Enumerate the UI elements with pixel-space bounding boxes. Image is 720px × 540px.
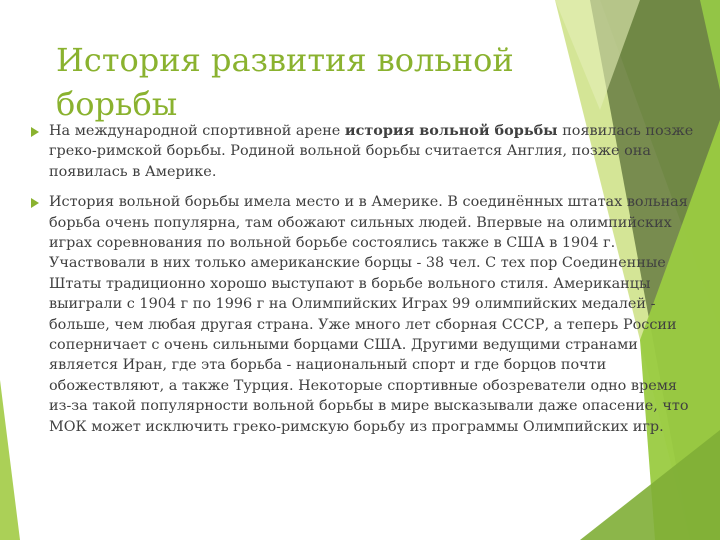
bullet-list xyxy=(30,121,698,447)
deco-left-strip xyxy=(0,380,20,540)
bullet-1-text-end: появилась позже греко-римской борьбы. Родиной вольной борьбы считается Англия, позже она появилась в Америке. xyxy=(49,123,694,180)
slide-title: История развития вольной борьбы xyxy=(56,41,514,123)
triangle-bullet-icon xyxy=(31,198,39,208)
triangle-bullet-icon xyxy=(31,127,39,137)
bullet-1-bold-phrase: история вольной борьбы xyxy=(344,122,558,139)
bullet-item-2 xyxy=(30,192,698,437)
bullet-text-1 xyxy=(49,121,698,182)
bullet-1-text-start: На международной спортивной арене xyxy=(49,123,345,139)
bullet-text-2: История вольной борьбы имела место и в Америке. В соединённых штатах вольная борьба очень популярна, там обожают сильных людей. Впервые на олимпийских играх соревнования по вольной борьбе состоялись также в США в 1904 г. Участвовали в них только американские борцы - 38 чел. С тех пор Соединенные Штаты традиционно хорошо выступают в борьбе вольного стиля. Американцы выиграли с 1904 г по 1996 г на Олимпийских Играх 99 олимпийских медалей - больше, чем любая другая страна. Уже много лет сборная СССР, а теперь России соперничает с очень сильными борцами США. Другими ведущими странами является Иран, где эта борьба - национальный спорт и где борцов почти обожествляют, а также Турция. Некоторые спортивные обозреватели одно время из-за такой популярности вольной борьбы в мире высказывали даже опасение, что МОК может исключить греко-римскую борьбу из программы Олимпийских игр. xyxy=(49,194,689,435)
bullet-item-1 xyxy=(30,121,698,182)
